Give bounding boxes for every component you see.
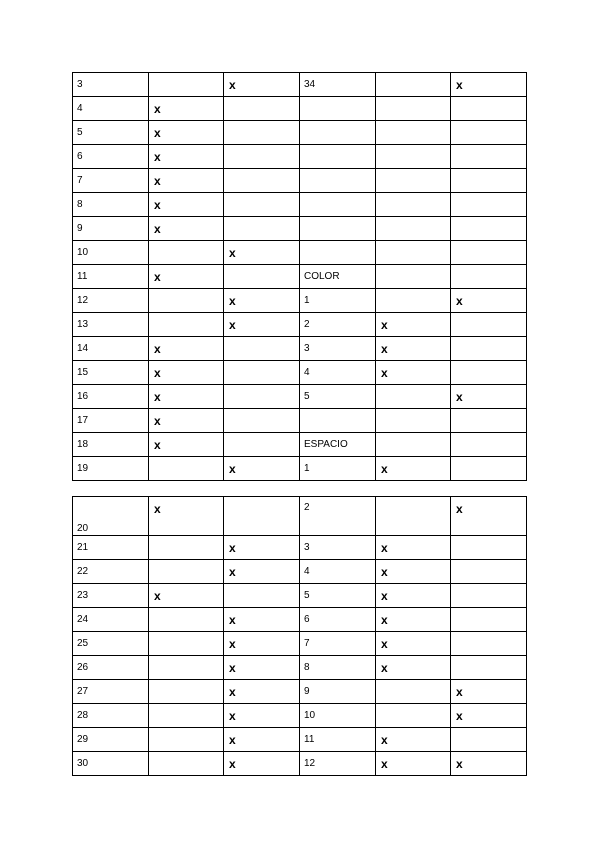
- table-row: [73, 121, 527, 145]
- row-number-cell: 29: [73, 728, 149, 752]
- table-body: [73, 73, 527, 481]
- col-e-cell: [376, 193, 451, 217]
- col-d-cell: 10: [300, 704, 376, 728]
- table-row: [73, 457, 527, 481]
- table-row: [73, 632, 527, 656]
- col-f-cell: [451, 656, 527, 680]
- col-e-cell: [376, 704, 451, 728]
- col-d-cell: 7: [300, 632, 376, 656]
- col-b-cell: x: [149, 337, 224, 361]
- col-d-cell: [300, 121, 376, 145]
- table-row: [73, 241, 527, 265]
- col-f-cell: x: [451, 680, 527, 704]
- col-d-cell: 3: [300, 536, 376, 560]
- col-c-cell: [224, 193, 300, 217]
- col-d-cell: [300, 409, 376, 433]
- row-number-cell: 10: [73, 241, 149, 265]
- table-row: [73, 97, 527, 121]
- col-d-cell: 1: [300, 289, 376, 313]
- col-e-cell: x: [376, 337, 451, 361]
- col-f-cell: [451, 457, 527, 481]
- col-e-cell: x: [376, 560, 451, 584]
- col-f-cell: x: [451, 704, 527, 728]
- col-d-cell: 2: [300, 497, 376, 536]
- col-c-cell: [224, 217, 300, 241]
- col-f-cell: [451, 433, 527, 457]
- table-row: [73, 752, 527, 776]
- col-c-cell: x: [224, 680, 300, 704]
- col-b-cell: [149, 457, 224, 481]
- col-b-cell: [149, 680, 224, 704]
- col-c-cell: x: [224, 536, 300, 560]
- col-e-cell: x: [376, 728, 451, 752]
- table-row: [73, 608, 527, 632]
- col-f-cell: [451, 584, 527, 608]
- row-number-cell: 14: [73, 337, 149, 361]
- col-f-cell: [451, 265, 527, 289]
- col-b-cell: [149, 728, 224, 752]
- table-row: [73, 193, 527, 217]
- table-row: [73, 313, 527, 337]
- table-row: [73, 497, 527, 536]
- col-e-cell: [376, 265, 451, 289]
- row-number-cell: 15: [73, 361, 149, 385]
- col-b-cell: [149, 632, 224, 656]
- col-e-cell: x: [376, 584, 451, 608]
- col-d-cell: 4: [300, 361, 376, 385]
- row-number-cell: 18: [73, 433, 149, 457]
- col-c-cell: x: [224, 632, 300, 656]
- table-row: [73, 145, 527, 169]
- col-e-cell: x: [376, 536, 451, 560]
- col-e-cell: [376, 409, 451, 433]
- row-number-cell: 21: [73, 536, 149, 560]
- col-c-cell: [224, 145, 300, 169]
- col-f-cell: [451, 313, 527, 337]
- row-number-cell: 25: [73, 632, 149, 656]
- col-d-cell: [300, 217, 376, 241]
- col-f-cell: [451, 193, 527, 217]
- col-d-cell: 6: [300, 608, 376, 632]
- row-number-cell: 7: [73, 169, 149, 193]
- row-number-cell: 28: [73, 704, 149, 728]
- col-d-cell: 3: [300, 337, 376, 361]
- col-d-cell: COLOR: [300, 265, 376, 289]
- row-number-cell: 12: [73, 289, 149, 313]
- table-row: [73, 409, 527, 433]
- row-number-cell: 20: [73, 497, 149, 536]
- col-d-cell: 8: [300, 656, 376, 680]
- col-c-cell: [224, 337, 300, 361]
- col-f-cell: [451, 409, 527, 433]
- col-e-cell: [376, 385, 451, 409]
- col-c-cell: x: [224, 313, 300, 337]
- col-d-cell: [300, 97, 376, 121]
- col-f-cell: [451, 169, 527, 193]
- col-c-cell: [224, 361, 300, 385]
- col-e-cell: [376, 680, 451, 704]
- col-c-cell: [224, 385, 300, 409]
- table-row: [73, 289, 527, 313]
- col-c-cell: x: [224, 608, 300, 632]
- col-c-cell: x: [224, 752, 300, 776]
- row-number-cell: 5: [73, 121, 149, 145]
- row-number-cell: 11: [73, 265, 149, 289]
- col-d-cell: 34: [300, 73, 376, 97]
- row-number-cell: 8: [73, 193, 149, 217]
- row-number-cell: 13: [73, 313, 149, 337]
- col-c-cell: [224, 584, 300, 608]
- table-row: [73, 536, 527, 560]
- col-f-cell: [451, 97, 527, 121]
- row-number-cell: 23: [73, 584, 149, 608]
- col-e-cell: [376, 97, 451, 121]
- col-c-cell: [224, 121, 300, 145]
- table-row: [73, 265, 527, 289]
- col-b-cell: [149, 560, 224, 584]
- data-table-top: [72, 72, 527, 481]
- col-d-cell: ESPACIO: [300, 433, 376, 457]
- col-e-cell: x: [376, 752, 451, 776]
- col-f-cell: x: [451, 752, 527, 776]
- col-b-cell: [149, 656, 224, 680]
- col-c-cell: [224, 265, 300, 289]
- col-d-cell: [300, 241, 376, 265]
- col-d-cell: 2: [300, 313, 376, 337]
- data-table-bottom: [72, 496, 527, 776]
- col-f-cell: [451, 217, 527, 241]
- table-row: [73, 73, 527, 97]
- col-d-cell: [300, 145, 376, 169]
- col-b-cell: x: [149, 361, 224, 385]
- col-e-cell: [376, 241, 451, 265]
- row-number-cell: 22: [73, 560, 149, 584]
- table-row: [73, 680, 527, 704]
- col-b-cell: x: [149, 409, 224, 433]
- col-b-cell: x: [149, 265, 224, 289]
- col-e-cell: [376, 73, 451, 97]
- row-number-cell: 24: [73, 608, 149, 632]
- col-f-cell: x: [451, 73, 527, 97]
- col-b-cell: [149, 241, 224, 265]
- col-f-cell: x: [451, 289, 527, 313]
- col-b-cell: [149, 313, 224, 337]
- col-b-cell: x: [149, 193, 224, 217]
- col-c-cell: x: [224, 241, 300, 265]
- col-c-cell: [224, 433, 300, 457]
- col-d-cell: [300, 193, 376, 217]
- table-row: [73, 584, 527, 608]
- row-number-cell: 30: [73, 752, 149, 776]
- col-c-cell: x: [224, 457, 300, 481]
- col-d-cell: 5: [300, 385, 376, 409]
- col-b-cell: [149, 536, 224, 560]
- table-row: [73, 656, 527, 680]
- col-b-cell: [149, 608, 224, 632]
- col-c-cell: [224, 409, 300, 433]
- col-e-cell: [376, 169, 451, 193]
- col-d-cell: 5: [300, 584, 376, 608]
- col-e-cell: x: [376, 457, 451, 481]
- table-row: [73, 433, 527, 457]
- row-number-cell: 26: [73, 656, 149, 680]
- col-e-cell: x: [376, 608, 451, 632]
- col-e-cell: [376, 433, 451, 457]
- col-b-cell: x: [149, 584, 224, 608]
- col-b-cell: x: [149, 385, 224, 409]
- col-c-cell: x: [224, 656, 300, 680]
- col-e-cell: [376, 289, 451, 313]
- row-number-cell: 3: [73, 73, 149, 97]
- col-b-cell: x: [149, 121, 224, 145]
- table-row: [73, 169, 527, 193]
- table-row: [73, 385, 527, 409]
- row-number-cell: 19: [73, 457, 149, 481]
- table-row: [73, 704, 527, 728]
- col-b-cell: [149, 73, 224, 97]
- col-f-cell: x: [451, 385, 527, 409]
- col-b-cell: [149, 289, 224, 313]
- col-f-cell: x: [451, 497, 527, 536]
- col-d-cell: 1: [300, 457, 376, 481]
- col-e-cell: [376, 121, 451, 145]
- col-f-cell: [451, 145, 527, 169]
- col-f-cell: [451, 337, 527, 361]
- row-number-cell: 6: [73, 145, 149, 169]
- row-number-cell: 16: [73, 385, 149, 409]
- col-e-cell: [376, 145, 451, 169]
- col-c-cell: [224, 497, 300, 536]
- table-row: [73, 361, 527, 385]
- col-d-cell: 12: [300, 752, 376, 776]
- col-d-cell: 9: [300, 680, 376, 704]
- col-f-cell: [451, 608, 527, 632]
- col-f-cell: [451, 728, 527, 752]
- col-c-cell: x: [224, 704, 300, 728]
- table-row: [73, 337, 527, 361]
- col-d-cell: 11: [300, 728, 376, 752]
- col-c-cell: x: [224, 73, 300, 97]
- table-row: [73, 728, 527, 752]
- col-e-cell: x: [376, 656, 451, 680]
- col-f-cell: [451, 241, 527, 265]
- row-number-cell: 27: [73, 680, 149, 704]
- table-row: [73, 560, 527, 584]
- col-d-cell: [300, 169, 376, 193]
- col-e-cell: [376, 217, 451, 241]
- row-number-cell: 4: [73, 97, 149, 121]
- col-b-cell: x: [149, 217, 224, 241]
- table-row: [73, 217, 527, 241]
- col-c-cell: [224, 97, 300, 121]
- col-e-cell: [376, 497, 451, 536]
- col-b-cell: x: [149, 497, 224, 536]
- col-e-cell: x: [376, 632, 451, 656]
- col-c-cell: x: [224, 728, 300, 752]
- col-c-cell: [224, 169, 300, 193]
- col-b-cell: x: [149, 145, 224, 169]
- col-e-cell: x: [376, 361, 451, 385]
- col-b-cell: x: [149, 97, 224, 121]
- col-f-cell: [451, 536, 527, 560]
- table-body: [73, 497, 527, 776]
- col-f-cell: [451, 632, 527, 656]
- col-e-cell: x: [376, 313, 451, 337]
- col-b-cell: [149, 704, 224, 728]
- col-f-cell: [451, 121, 527, 145]
- col-b-cell: x: [149, 169, 224, 193]
- col-f-cell: [451, 560, 527, 584]
- col-f-cell: [451, 361, 527, 385]
- col-d-cell: 4: [300, 560, 376, 584]
- col-c-cell: x: [224, 289, 300, 313]
- col-b-cell: x: [149, 433, 224, 457]
- col-b-cell: [149, 752, 224, 776]
- row-number-cell: 17: [73, 409, 149, 433]
- row-number-cell: 9: [73, 217, 149, 241]
- col-c-cell: x: [224, 560, 300, 584]
